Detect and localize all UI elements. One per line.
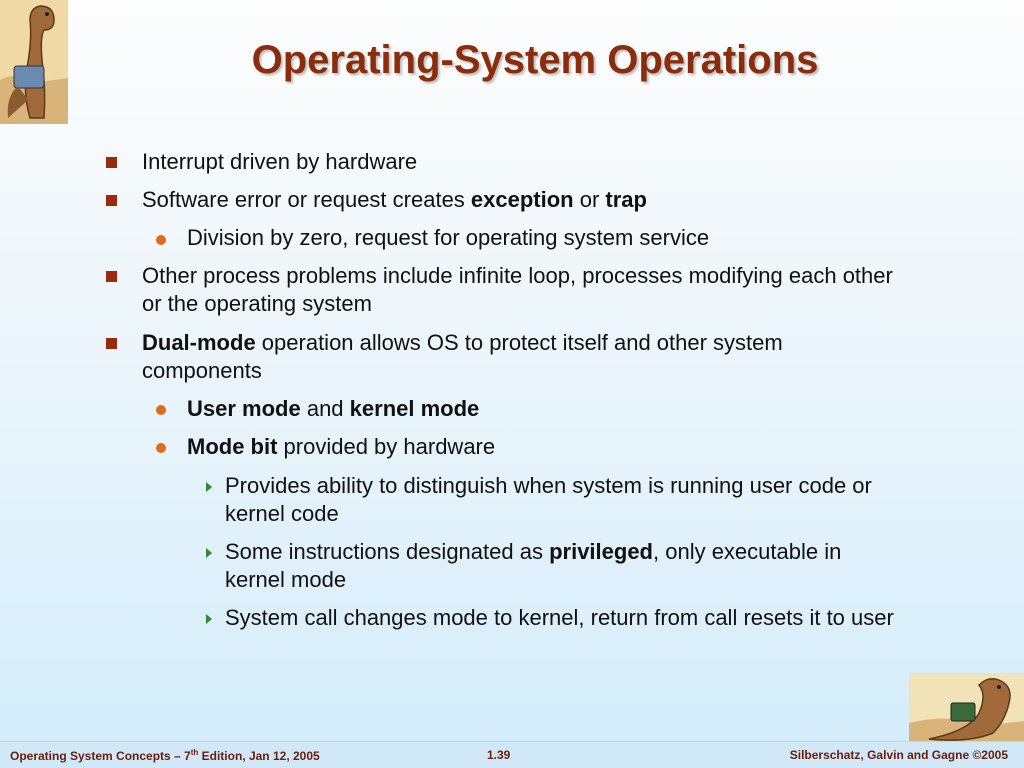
bullet-text: and (300, 396, 350, 421)
square-bullet-icon (106, 271, 117, 282)
bullet-text: or (573, 187, 606, 212)
footer-book-title (10, 748, 320, 763)
term-trap: trap (605, 187, 647, 212)
footer-authors: Silberschatz, Galvin and Gagne ©2005 (789, 748, 1008, 762)
footer-edition-date: Edition, Jan 12, 2005 (198, 749, 320, 763)
bullet-software-error (142, 186, 902, 214)
bullet-text: Interrupt driven by hardware (142, 149, 418, 174)
subbullet-user-kernel (187, 395, 907, 423)
term-kernel-mode: kernel mode (349, 396, 480, 421)
footer-book-title-text: Operating System Concepts – 7 (10, 749, 191, 763)
bullet-text: Some instructions designated as (225, 539, 550, 564)
dot-bullet-icon (156, 235, 166, 245)
dot-bullet-icon (156, 405, 166, 415)
dot-bullet-icon (156, 443, 166, 453)
term-user-mode: User mode (187, 396, 301, 421)
bullet-text: Division by zero, request for operating system service (187, 225, 710, 250)
arrow-bullet-icon (204, 613, 214, 625)
bullet-other-problems (142, 262, 902, 318)
term-dual-mode: Dual-mode (142, 330, 256, 355)
footer-page-number: 1.39 (487, 748, 511, 762)
bullet-interrupt (142, 148, 902, 176)
bullet-text: Provides ability to distinguish when system is running user code or kernel code (225, 473, 872, 526)
bullet-dual-mode (142, 329, 902, 385)
subsubbullet-system-call (225, 604, 905, 632)
dinosaur-logo-bottom (909, 673, 1024, 743)
bullet-text: operation allows OS to protect itself and other system components (142, 330, 783, 383)
slide-title: Operating-System Operations (251, 38, 819, 82)
bullet-text: provided by hardware (277, 434, 496, 459)
footer-superscript: th (190, 748, 199, 757)
bullet-text: Other process problems include infinite loop, processes modifying each other or the operating system (142, 263, 893, 316)
subbullet-division (187, 224, 907, 252)
bullet-text: Software error or request creates (142, 187, 471, 212)
subsubbullet-distinguish (225, 472, 905, 528)
term-exception: exception (470, 187, 574, 212)
bullet-text: , only executable in kernel mode (225, 539, 842, 592)
bullet-text: System call changes mode to kernel, return from call resets it to user (225, 605, 894, 630)
square-bullet-icon (106, 338, 117, 349)
arrow-bullet-icon (204, 547, 214, 559)
term-mode-bit: Mode bit (187, 434, 278, 459)
square-bullet-icon (106, 157, 117, 168)
square-bullet-icon (106, 195, 117, 206)
subsubbullet-privileged (225, 538, 905, 594)
arrow-bullet-icon (204, 481, 214, 493)
subbullet-mode-bit (187, 433, 907, 461)
slide-footer (0, 741, 1024, 768)
term-privileged: privileged (549, 539, 653, 564)
